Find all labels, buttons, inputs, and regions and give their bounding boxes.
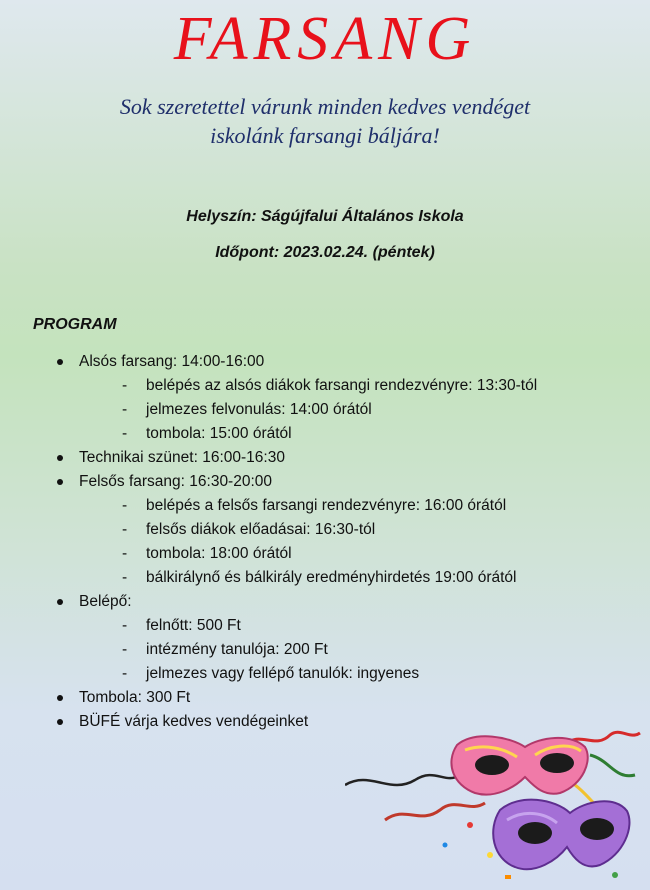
subtitle-line-2: iskolánk farsangi báljára! [210,123,440,148]
bullet-icon [57,479,63,485]
program-subitem [0,566,650,590]
dash-icon: - [122,401,128,418]
program-item [0,350,650,374]
poster-title: FARSANG [173,5,477,73]
bullet-icon [57,599,63,605]
program-subitem-label: felsős diákok előadásai: 16:30-tól [146,521,376,538]
program-item [0,686,650,710]
dash-icon: - [122,425,128,442]
program-heading: PROGRAM [33,316,117,333]
program-subitem-label: bálkirálynő és bálkirály eredményhirdetés 19:00 órától [146,569,517,586]
dash-icon: - [122,545,128,562]
program-subitem [0,638,650,662]
bullet-icon [57,695,63,701]
program-subitem [0,422,650,446]
program-item [0,446,650,470]
carnival-masks-image [345,725,645,890]
program-item [0,470,650,494]
program-subitem [0,494,650,518]
subtitle-line-1: Sok szeretettel várunk minden kedves vendéget [119,94,531,119]
program-list [0,350,650,734]
program-subitem-label: tombola: 18:00 órától [146,545,292,562]
program-subitem-label: felnőtt: 500 Ft [146,617,241,634]
program-subitem [0,542,650,566]
dash-icon: - [122,497,128,514]
event-location: Helyszín: Ságújfalui Általános Iskola [186,208,464,225]
program-subitem-label: belépés a felsős farsangi rendezvényre: 16:00 órától [146,497,507,514]
program-item [0,590,650,614]
poster-subtitle [0,92,650,150]
program-subitem [0,398,650,422]
program-subitem-label: jelmezes vagy fellépő tanulók: ingyenes [146,665,420,682]
dash-icon: - [122,641,128,658]
dash-icon: - [122,665,128,682]
program-subitem-label: tombola: 15:00 órától [146,425,292,442]
program-item-label: Belépő: [79,593,132,610]
program-subitem [0,518,650,542]
program-subitem-label: belépés az alsós diákok farsangi rendezvényre: 13:30-tól [146,377,538,394]
event-date: Időpont: 2023.02.24. (péntek) [215,244,435,261]
program-subitem [0,662,650,686]
bullet-icon [57,359,63,365]
program-item-label: BÜFÉ várja kedves vendégeinket [79,713,309,730]
bullet-icon [57,455,63,461]
dash-icon: - [122,377,128,394]
dash-icon: - [122,521,128,538]
program-subitem [0,614,650,638]
dash-icon: - [122,569,128,586]
program-item-label: Felsős farsang: 16:30-20:00 [79,473,273,490]
program-subitem-label: intézmény tanulója: 200 Ft [146,641,328,658]
dash-icon: - [122,617,128,634]
bullet-icon [57,719,63,725]
program-item-label: Technikai szünet: 16:00-16:30 [79,449,285,466]
program-subitem-label: jelmezes felvonulás: 14:00 órától [146,401,372,418]
program-item-label: Tombola: 300 Ft [79,689,191,706]
program-subitem [0,374,650,398]
program-item-label: Alsós farsang: 14:00-16:00 [79,353,265,370]
